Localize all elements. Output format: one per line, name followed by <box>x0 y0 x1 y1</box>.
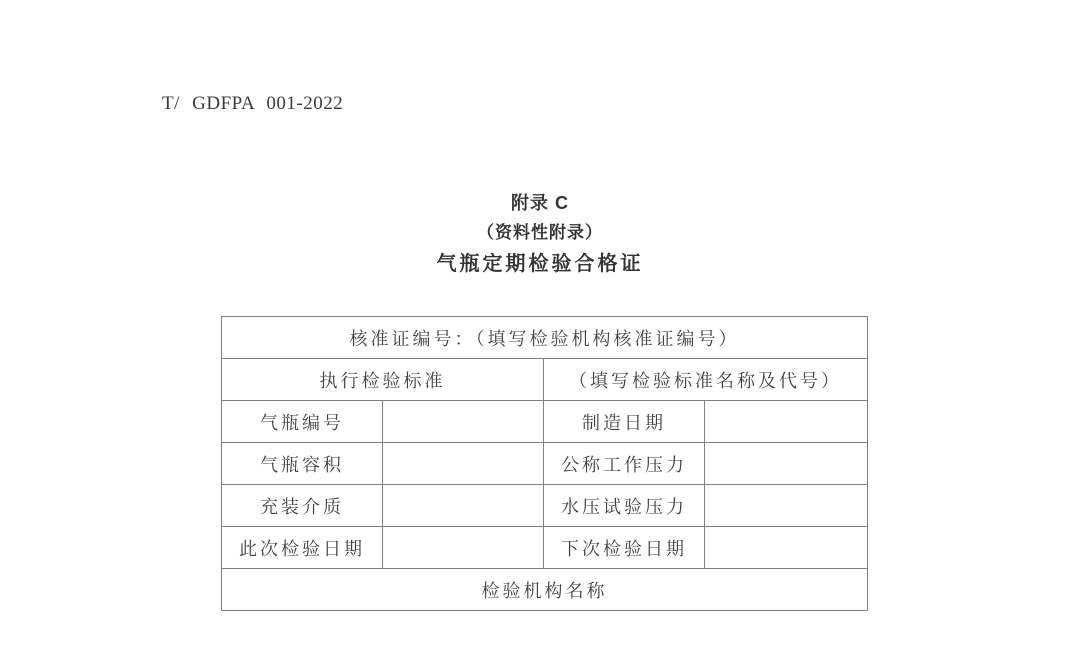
table-row-inspection-agency <box>222 569 868 611</box>
certificate-title: 气瓶定期检验合格证 <box>436 253 644 275</box>
inspection-agency-name-cell: 检验机构名称 <box>222 569 868 611</box>
inspection-standard-value: （填写检验标准名称及代号） <box>544 359 868 401</box>
table-row-cylinder-volume <box>222 443 868 485</box>
current-inspection-date-value <box>383 527 544 569</box>
table-row-inspection-standard <box>222 359 868 401</box>
hydraulic-test-pressure-label: 水压试验压力 <box>544 485 705 527</box>
approval-number-cell: 核准证编号：（填写检验机构核准证编号） <box>222 317 868 359</box>
table-row-approval-number <box>222 317 868 359</box>
filling-medium-value <box>383 485 544 527</box>
inspection-standard-label: 执行检验标准 <box>222 359 544 401</box>
nominal-working-pressure-value <box>705 443 868 485</box>
cylinder-number-label: 气瓶编号 <box>222 401 383 443</box>
nominal-working-pressure-label: 公称工作压力 <box>544 443 705 485</box>
appendix-title: 附录 C <box>511 193 569 213</box>
manufacture-date-label: 制造日期 <box>544 401 705 443</box>
current-inspection-date-label: 此次检验日期 <box>222 527 383 569</box>
next-inspection-date-label: 下次检验日期 <box>544 527 705 569</box>
cylinder-volume-value <box>383 443 544 485</box>
appendix-subtitle: （资料性附录） <box>477 223 603 242</box>
table-row-inspection-dates <box>222 527 868 569</box>
certificate-table <box>221 316 868 611</box>
filling-medium-label: 充装介质 <box>222 485 383 527</box>
table-row-filling-medium <box>222 485 868 527</box>
manufacture-date-value <box>705 401 868 443</box>
standard-number: T/ GDFPA 001-2022 <box>162 93 344 114</box>
cylinder-number-value <box>383 401 544 443</box>
table-row-cylinder-number <box>222 401 868 443</box>
cylinder-volume-label: 气瓶容积 <box>222 443 383 485</box>
next-inspection-date-value <box>705 527 868 569</box>
hydraulic-test-pressure-value <box>705 485 868 527</box>
